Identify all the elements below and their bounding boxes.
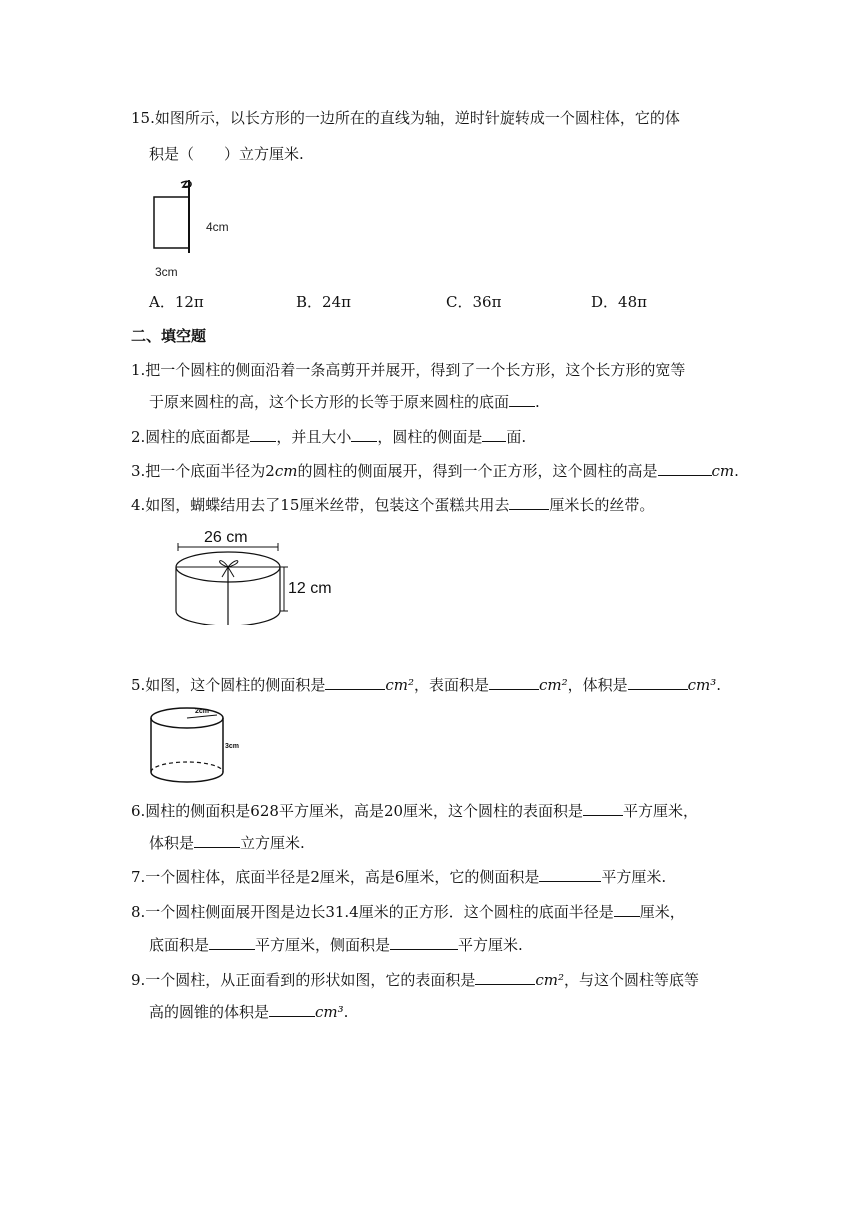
q15-option-c[interactable]: C．36π bbox=[446, 293, 502, 311]
q9-text-c: 高的圆锥的体积是 bbox=[149, 1003, 270, 1021]
q6-text-d: 立方厘米. bbox=[240, 834, 305, 852]
q5-height-label: 3cm bbox=[225, 743, 240, 750]
q8-text-a: 8.一个圆柱侧面展开图是边长31.4厘米的正方形．这个圆柱的底面半径是 bbox=[131, 903, 614, 921]
q9-blank-cone-volume[interactable] bbox=[269, 1001, 315, 1017]
q2-text-d: 面. bbox=[506, 428, 527, 446]
q2-text-a: 2.圆柱的底面都是 bbox=[131, 428, 251, 446]
q2-line bbox=[131, 426, 526, 448]
q6-text-b: 平方厘米， bbox=[623, 802, 699, 820]
q9-line1 bbox=[131, 969, 699, 991]
q4-answer-blank[interactable] bbox=[509, 494, 549, 510]
q9-text-a: 9.一个圆柱，从正面看到的形状如图，它的表面积是 bbox=[131, 971, 476, 989]
q8-blank-base-area[interactable] bbox=[209, 934, 255, 950]
q6-line2 bbox=[149, 832, 305, 854]
q5-unit-2: cm² bbox=[538, 676, 568, 694]
q15-figure bbox=[145, 175, 265, 285]
q5-radius-label: 2cm bbox=[195, 708, 210, 715]
q6-text-c: 体积是 bbox=[149, 834, 195, 852]
q4-text-b: 厘米长的丝带。 bbox=[549, 496, 655, 514]
q8-text-c: 底面积是 bbox=[149, 936, 210, 954]
q1-end: . bbox=[535, 393, 540, 411]
q5-text-b: ，表面积是 bbox=[413, 676, 489, 694]
q15-fig-width-label: 3cm bbox=[155, 265, 178, 279]
q3-text-b: 的圆柱的侧面展开，得到一个正方形，这个圆柱的高是 bbox=[297, 462, 658, 480]
q7-text-b: 平方厘米. bbox=[601, 868, 667, 886]
q15-fig-height-label: 4cm bbox=[206, 220, 229, 234]
q8-line1 bbox=[131, 901, 685, 923]
q8-blank-lateral[interactable] bbox=[390, 934, 458, 950]
q9-blank-surface[interactable] bbox=[475, 969, 535, 985]
q7-line bbox=[131, 866, 666, 888]
q7-text-a: 7.一个圆柱体，底面半径是2厘米，高是6厘米，它的侧面积是 bbox=[131, 868, 540, 886]
q2-blank-3[interactable] bbox=[482, 426, 506, 442]
q6-blank-volume[interactable] bbox=[194, 832, 240, 848]
q5-unit-1: cm² bbox=[385, 676, 414, 694]
q9-unit-2: cm³ bbox=[315, 1003, 344, 1021]
q6-line1 bbox=[131, 800, 698, 822]
q5-text-c: ，体积是 bbox=[567, 676, 628, 694]
q9-line2 bbox=[149, 1001, 348, 1023]
q8-blank-radius[interactable] bbox=[614, 901, 640, 917]
q8-text-d: 平方厘米，侧面积是 bbox=[255, 936, 391, 954]
q2-text-c: ，圆柱的侧面是 bbox=[377, 428, 483, 446]
q5-blank-surface[interactable] bbox=[489, 674, 539, 690]
q5-blank-lateral[interactable] bbox=[325, 674, 385, 690]
section-title: 二、填空题 bbox=[131, 327, 207, 345]
q8-text-b: 厘米， bbox=[639, 903, 685, 921]
q2-text-b: ，并且大小 bbox=[276, 428, 352, 446]
q6-text-a: 6.圆柱的侧面积是628平方厘米，高是20厘米，这个圆柱的表面积是 bbox=[131, 802, 584, 820]
q8-text-e: 平方厘米. bbox=[458, 936, 523, 954]
q9-end: . bbox=[343, 1003, 349, 1021]
q15-line2: 积是（ ）立方厘米. bbox=[149, 145, 304, 163]
q15-line1: 15.如图所示，以长方形的一边所在的直线为轴，逆时针旋转成一个圆柱体，它的体 bbox=[131, 109, 680, 127]
q8-line2 bbox=[149, 934, 523, 956]
q3-unit-2: cm bbox=[711, 462, 735, 480]
q7-answer-blank[interactable] bbox=[539, 866, 601, 882]
q5-line bbox=[131, 674, 721, 696]
q1-line2 bbox=[149, 391, 540, 413]
q9-text-b: ，与这个圆柱等底等 bbox=[563, 971, 699, 989]
q3-end: . bbox=[734, 462, 739, 480]
q15-option-b[interactable]: B．24π bbox=[296, 293, 351, 311]
q4-diameter-label: 26 cm bbox=[204, 529, 248, 546]
q9-unit-1: cm² bbox=[535, 971, 564, 989]
q3-answer-blank[interactable] bbox=[658, 460, 712, 476]
q5-end: . bbox=[716, 676, 722, 694]
q2-blank-2[interactable] bbox=[351, 426, 377, 442]
q3-unit-1: cm bbox=[274, 462, 298, 480]
q4-height-label: 12 cm bbox=[288, 580, 332, 597]
q5-unit-3: cm³ bbox=[687, 676, 717, 694]
q2-blank-1[interactable] bbox=[250, 426, 276, 442]
q4-line bbox=[131, 494, 654, 516]
q5-text-a: 5.如图，这个圆柱的侧面积是 bbox=[131, 676, 326, 694]
q15-option-a[interactable]: A．12π bbox=[149, 293, 204, 311]
q3-text-a: 3.把一个底面半径为2 bbox=[131, 462, 275, 480]
q3-line bbox=[131, 460, 739, 482]
q5-blank-volume[interactable] bbox=[628, 674, 688, 690]
q4-text-a: 4.如图，蝴蝶结用去了15厘米丝带，包装这个蛋糕共用去 bbox=[131, 496, 510, 514]
q1-answer-blank[interactable] bbox=[509, 391, 535, 407]
q15-option-d[interactable]: D．48π bbox=[591, 293, 647, 311]
q6-blank-surface[interactable] bbox=[583, 800, 623, 816]
q1-text: 于原来圆柱的高，这个长方形的长等于原来圆柱的底面 bbox=[149, 393, 510, 411]
q5-cylinder-figure bbox=[145, 700, 255, 790]
q4-cake-figure bbox=[170, 525, 360, 625]
q1-line1: 1.把一个圆柱的侧面沿着一条高剪开并展开，得到了一个长方形，这个长方形的宽等 bbox=[131, 361, 686, 379]
